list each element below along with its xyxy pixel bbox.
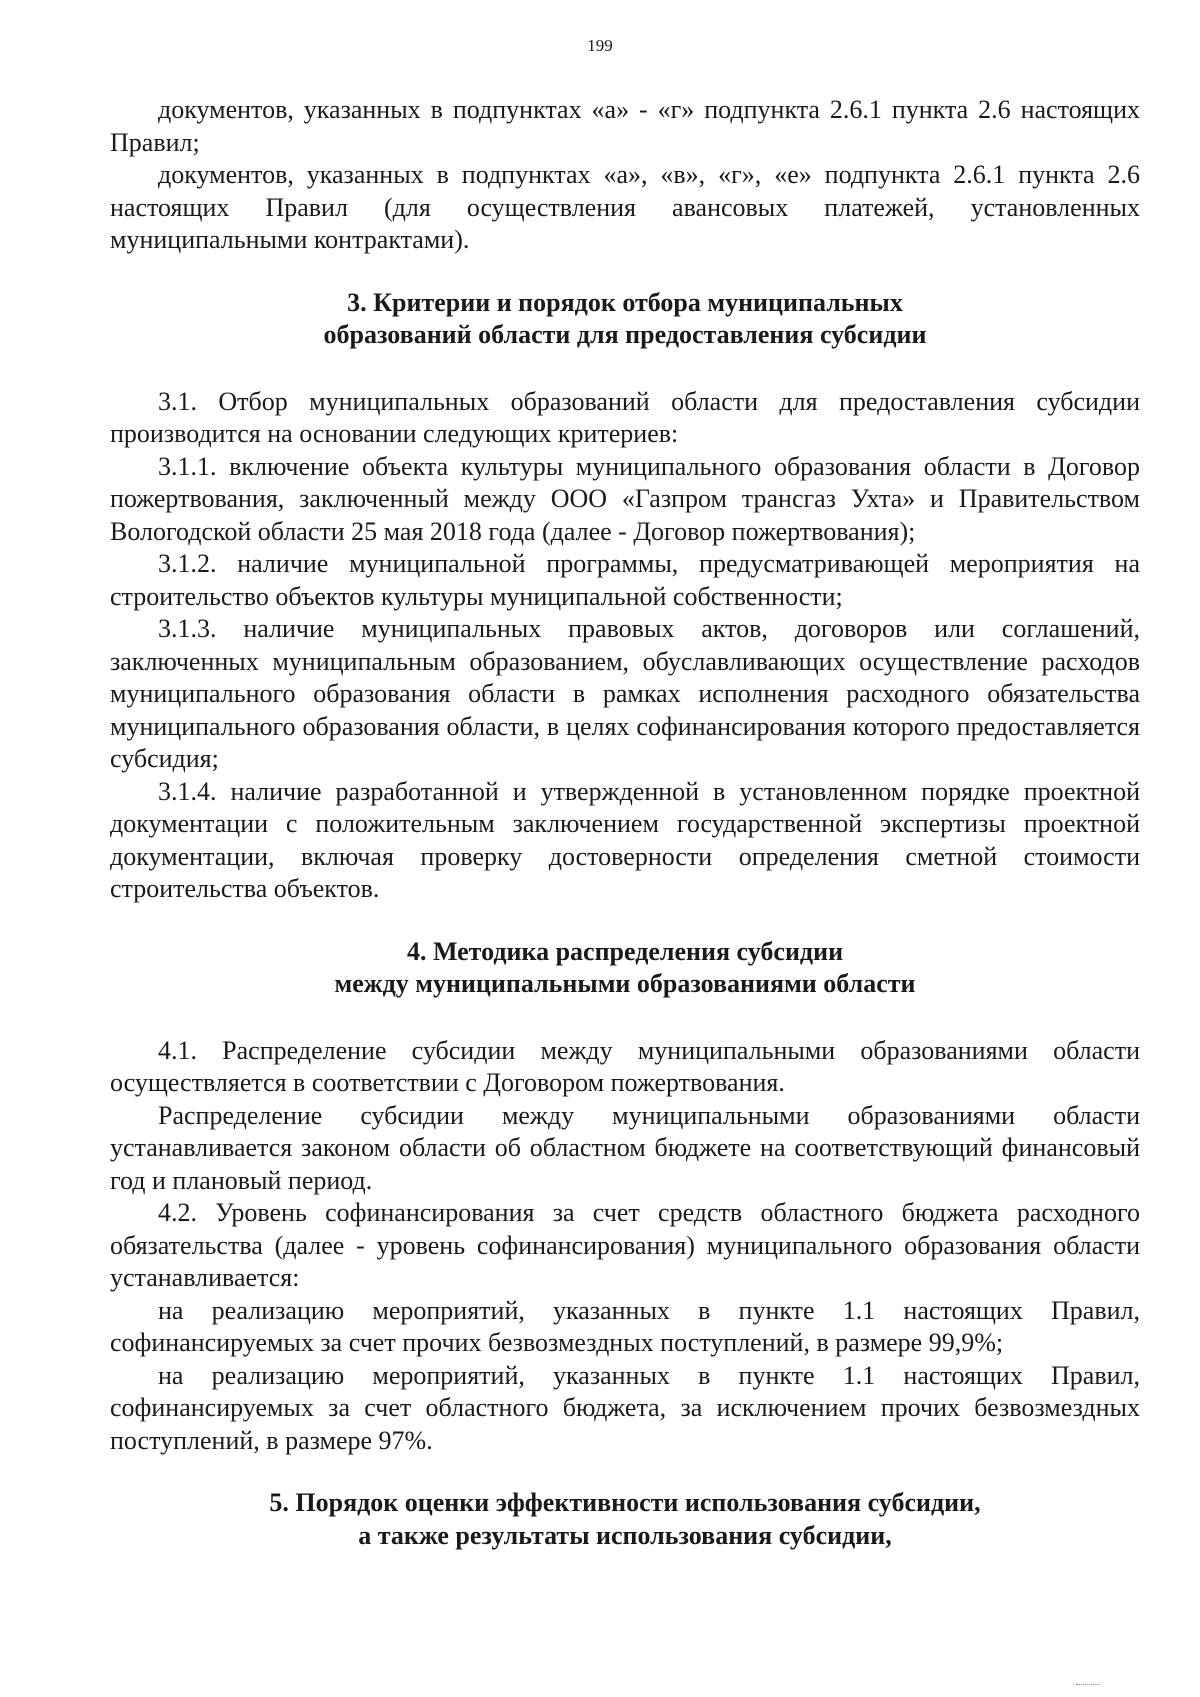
section-3-heading-line-1: 3. Критерии и порядок отбора муниципальных (347, 287, 903, 317)
section-5-heading-line-1: 5. Порядок оценки эффективности использования субсидии, (269, 1488, 981, 1517)
page-number: 199 (587, 36, 613, 55)
section-4-heading-line-2: между муниципальными образованиями области (334, 969, 916, 998)
page-content (110, 94, 1140, 1552)
paragraph-3-1-2: 3.1.2. наличие муниципальной программы, предусматривающей мероприятия на строительство объектов культуры муниципальной собственности; (110, 549, 1140, 611)
paragraph-4-1-distribution: Распределение субсидии между муниципальными образованиями области устанавливается законом области об областном бюджете на соответствующий финансовый год и плановый период. (110, 1100, 1140, 1195)
section-3-heading (110, 287, 1140, 352)
section-5-heading-line-2: а также результаты использования субсидии, (358, 1520, 892, 1550)
paragraph-3-1: 3.1. Отбор муниципальных образований области для предоставления субсидии производится на основании следующих критериев: (110, 386, 1140, 448)
section-4-heading-line-1: 4. Методика распределения субсидии (406, 936, 844, 966)
paragraph-3-1-1: 3.1.1. включение объекта культуры муниципального образования области в Договор пожертвования, заключенный между ООО «Газпром трансгаз Ухта» и Правительством Вологодской области 25 мая 2018 года (далее - Договор пожертвования); (110, 451, 1140, 546)
paragraph-4-2: 4.2. Уровень софинансирования за счет средств областного бюджета расходного обязательства (далее - уровень софинансирования) муниципального образования области устанавливается: (110, 1198, 1140, 1292)
paragraph-4-1: 4.1. Распределение субсидии между муниципальными образованиями области осуществляется в соответствии с Договором пожертвования. (110, 1035, 1140, 1097)
scan-artifact (1076, 1684, 1100, 1693)
paragraph-4-2-item-1: на реализацию мероприятий, указанных в пункте 1.1 настоящих Правил, софинансируемых за счет прочих безвозмездных поступлений, в размере 99,9%; (110, 1295, 1140, 1357)
section-4-heading (110, 936, 1140, 1001)
paragraph-3-1-3: 3.1.3. наличие муниципальных правовых актов, договоров или соглашений, заключенных муниципальным образованием, обуславливающих осуществление расходов муниципального образования области в рамках исполнения расходного обязательства муниципального образования области, в целях софинансирования которого предоставляется субсидия; (110, 614, 1140, 773)
paragraph-3-1-4: 3.1.4. наличие разработанной и утвержденной в установленном порядке проектной документации с положительным заключением государственной экспертизы проектной документации, включая проверку достоверности определения сметной стоимости строительства объектов. (110, 776, 1140, 903)
paragraph-4-2-item-2: на реализацию мероприятий, указанных в пункте 1.1 настоящих Правил, софинансируемых за счет областного бюджета, за исключением прочих безвозмездных поступлений, в размере 97%. (110, 1360, 1140, 1455)
intro-paragraph-2: документов, указанных в подпунктах «а», «в», «г», «е» подпункта 2.6.1 пункта 2.6 настоящих Правил (для осуществления авансовых платежей, установленных муниципальными контрактами). (110, 160, 1140, 254)
section-5-heading (110, 1487, 1140, 1552)
intro-paragraph-1: документов, указанных в подпунктах «а» - «г» подпункта 2.6.1 пункта 2.6 настоящих Правил; (110, 95, 1140, 157)
section-3-heading-line-2: образований области для предоставления субсидии (323, 320, 927, 349)
